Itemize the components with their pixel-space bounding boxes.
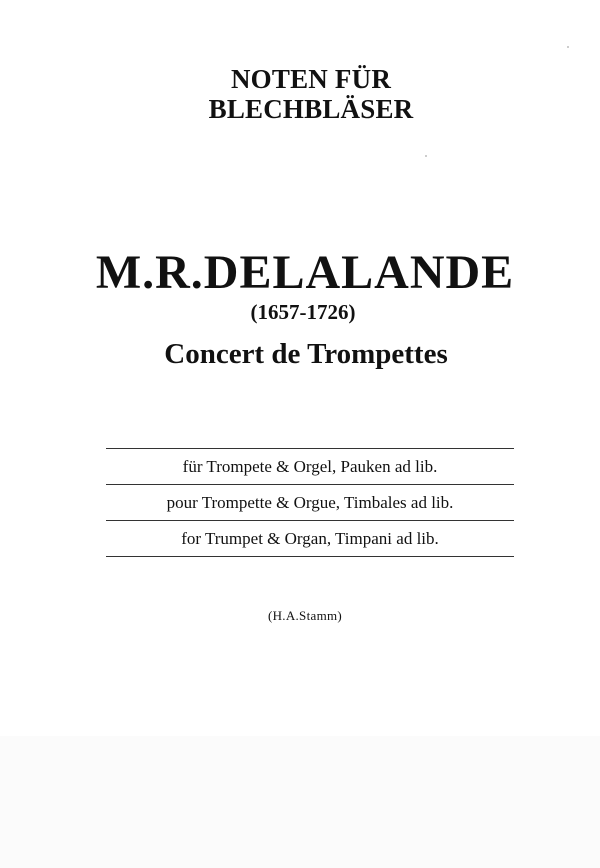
instrumentation-english: for Trumpet & Organ, Timpani ad lib.: [181, 529, 439, 548]
composer-dates: (1657-1726): [250, 300, 356, 324]
paper-speck: [425, 155, 427, 157]
series-title: [0, 64, 600, 124]
editor-credit: (H.A.Stamm): [267, 608, 343, 623]
paper-speck: [567, 46, 569, 48]
divider-line: [106, 556, 514, 557]
composer-name: M.R.DELALANDE: [95, 246, 515, 299]
instrumentation-block: [106, 448, 514, 557]
page-bottom-margin: [0, 736, 600, 868]
instrumentation-german: für Trompete & Orgel, Pauken ad lib.: [182, 457, 438, 476]
series-title-line-1: NOTEN FÜR: [230, 64, 392, 94]
work-title: Concert de Trompettes: [164, 338, 448, 370]
series-title-line-2: BLECHBLÄSER: [208, 94, 414, 124]
instrumentation-french: pour Trompette & Orgue, Timbales ad lib.: [166, 493, 454, 512]
